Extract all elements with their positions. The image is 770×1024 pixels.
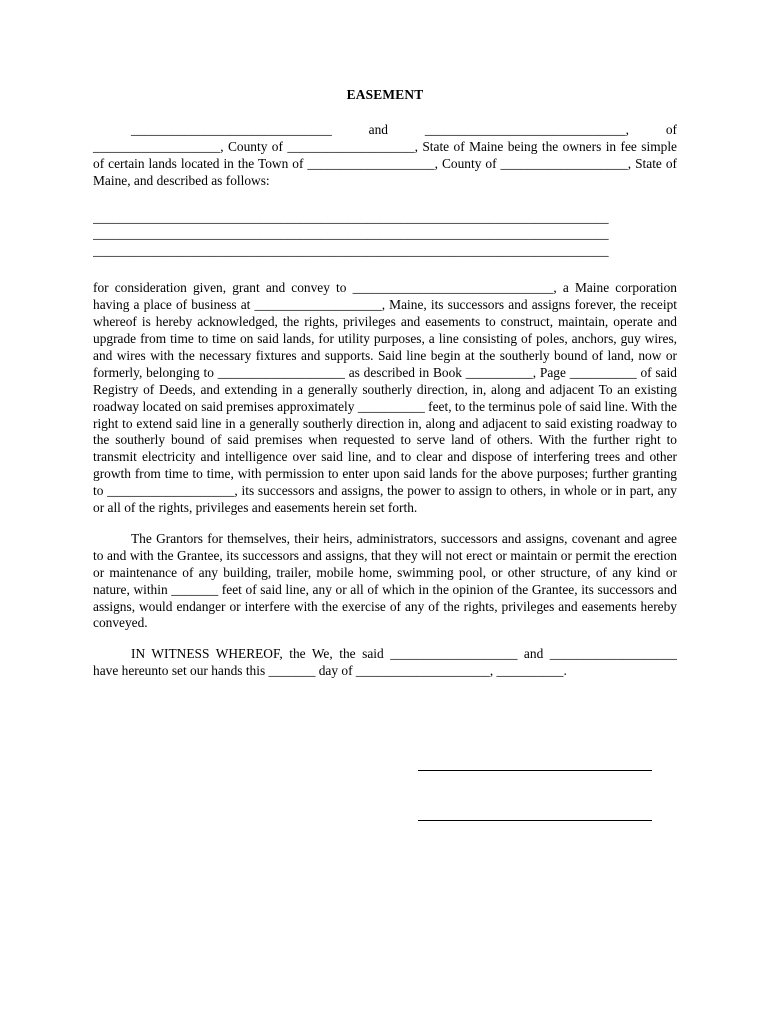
description-line: _____________________________________________________________________________ — [93, 209, 609, 225]
description-line: _____________________________________________________________________________ — [93, 226, 609, 242]
intro-paragraph: ______________________________ and ______________________________, of ___________________, County of ___________________, State of Maine being the owners in fee simple of certain lands located in the Town of ___________________, County of ___________________, State of Maine, and described as follows: — [93, 121, 677, 188]
signature-line-1 — [418, 770, 652, 771]
description-lines — [93, 210, 677, 261]
description-line: _____________________________________________________________________________ — [93, 243, 609, 259]
witness-paragraph: IN WITNESS WHEREOF, the We, the said ___________________ and ___________________ have hereunto set our hands this _______ day of ____________________, __________. — [93, 646, 677, 679]
signature-line-2 — [418, 820, 652, 821]
document-page — [93, 87, 677, 680]
grant-paragraph: for consideration given, grant and convey to ______________________________, a Maine corporation having a place of business at ___________________, Maine, its successors and assigns forever, the receipt whereof is hereby acknowledged, the rights, privileges and easements to construct, maintain, operate and upgrade from time to time on said lands, for utility purposes, a line consisting of poles, anchors, guy wires, and wires with the necessary fixtures and supports. Said line begin at the southerly bound of land, now or formerly, belonging to ___________________ as described in Book __________, Page __________ of said Registry of Deeds, and extending in a generally southerly direction, in, along and adjacent To an existing roadway located on said premises approximately __________ feet, to the terminus pole of said line. With the right to extend said line in a generally southerly direction in, along and adjacent to said existing roadway to the southerly bound of said premises when requested to serve land of others. With the further right to transmit electricity and intelligence over said line, and to clear and dispose of interfering trees and other growth from time to time, with permission to enter upon said lands for the above purposes; further granting to ___________________, its successors and assigns, the power to assign to others, in whole or in part, any or all of the rights, privileges and easements herein set forth. — [93, 280, 677, 516]
document-title: EASEMENT — [346, 87, 424, 102]
covenant-paragraph: The Grantors for themselves, their heirs, administrators, successors and assigns, covenant and agree to and with the Grantee, its successors and assigns, that they will not erect or maintain or permit the erection or maintenance of any building, trailer, mobile home, swimming pool, or other structure, of any kind or nature, within _______ feet of said line, any or all of which in the opinion of the Grantee, its successors and assigns, would endanger or interfere with the exercise of any of the rights, privileges and easements hereby conveyed. — [93, 530, 677, 631]
